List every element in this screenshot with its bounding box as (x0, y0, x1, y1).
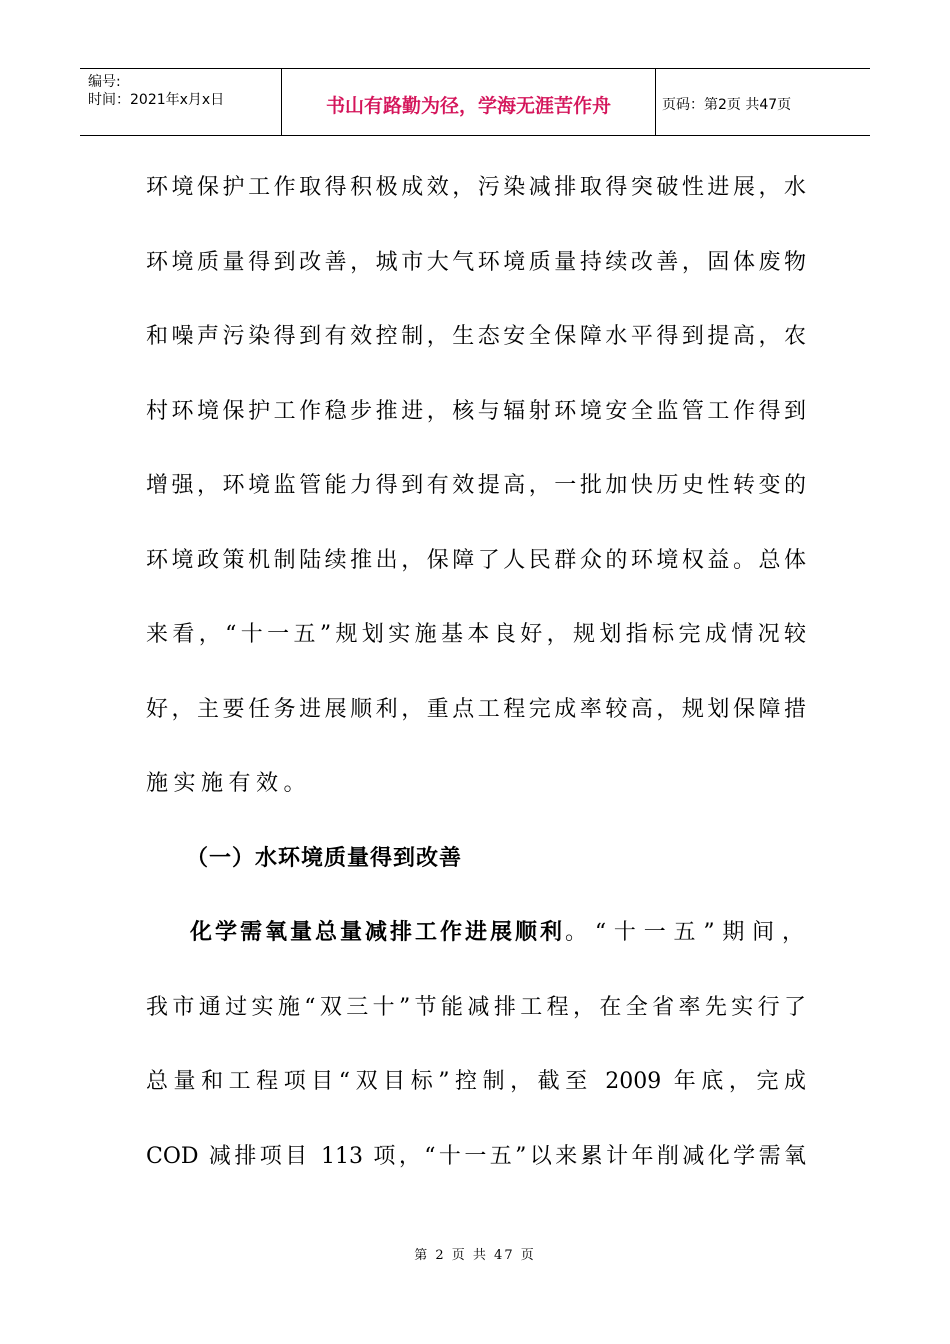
paragraph-line: 总量和工程项目“双目标”控制，截至 2009 年底，完成 (146, 1069, 806, 1094)
header-meta (80, 69, 282, 135)
paragraph-line: COD 减排项目 113 项，“十一五”以来累计年削减化学需氧 (146, 1143, 806, 1169)
bold-lead-text: 化学需氧量总量减排工作进展顺利 (190, 920, 566, 945)
paragraph-line: 环境质量得到改善，城市大气环境质量持续改善，固体废物 (146, 249, 806, 275)
header-motto: 书山有路勤为径，学海无涯苦作舟 (282, 69, 656, 135)
paragraph-line: 来看，“十一五”规划实施基本良好，规划指标完成情况较 (146, 622, 806, 647)
paragraph-line: 和噪声污染得到有效控制，生态安全保障水平得到提高，农 (146, 324, 806, 349)
paragraph-line: 我市通过实施“双三十”节能减排工程，在全省率先实行了 (146, 994, 806, 1020)
lead-rest-text: 。“十一五”期间， (565, 920, 806, 945)
paragraph-line: 好，主要任务进展顺利，重点工程完成率较高，规划保障措 (146, 696, 806, 722)
page-header (80, 68, 870, 136)
time-label: 时间：2021年x月x日 (88, 92, 225, 108)
paragraph-line: 环境政策机制陆续推出，保障了人民群众的环境权益。总体 (146, 547, 806, 573)
section-heading: （一）水环境质量得到改善 (186, 845, 463, 871)
document-body (146, 160, 806, 1203)
number-label: 编号: (88, 74, 121, 90)
paragraph-line: 环境保护工作取得积极成效，污染减排取得突破性进展，水 (146, 175, 806, 200)
paragraph-line: 增强，环境监管能力得到有效提高，一批加快历史性转变的 (146, 473, 806, 498)
header-page-info: 页码：第2页 共47页 (662, 97, 792, 113)
page-footer: 第 2 页 共 47 页 (414, 1248, 536, 1263)
paragraph-line: 村环境保护工作稳步推进，核与辐射环境安全监管工作得到 (146, 398, 806, 424)
paragraph-line: 施实施有效。 (146, 771, 312, 796)
